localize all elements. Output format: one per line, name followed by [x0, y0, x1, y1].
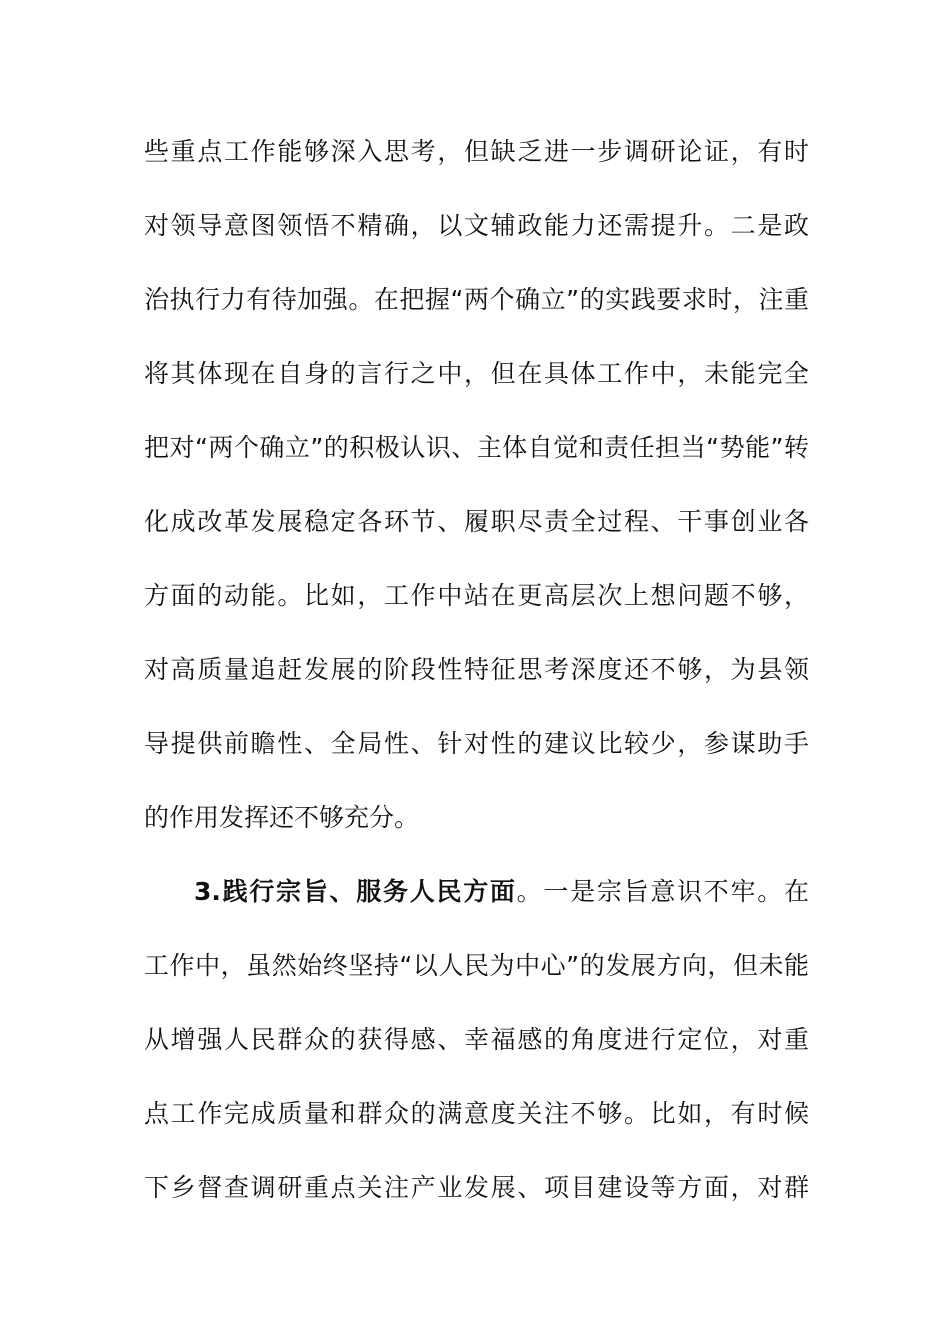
section-3-line-1: 工作中，虽然始终坚持“以人民为中心”的发展方向，但未能 [144, 951, 809, 980]
section-3-line-3: 点工作完成质量和群众的满意度关注不够。比如，有时候 [144, 1099, 809, 1128]
paragraph-line-7: 方面的动能。比如，工作中站在更高层次上想问题不够， [144, 581, 809, 610]
section-3-line-2: 从增强人民群众的获得感、幸福感的角度进行定位，对重 [144, 1025, 809, 1054]
paragraph-line-2: 对领导意图领悟不精确，以文辅政能力还需提升。二是政 [144, 211, 809, 240]
paragraph-line-1: 些重点工作能够深入思考，但缺乏进一步调研论证，有时 [144, 137, 809, 166]
section-3-first-line [194, 877, 809, 907]
paragraph-line-9: 导提供前瞻性、全局性、针对性的建议比较少，参谋助手 [144, 729, 809, 758]
paragraph-line-6: 化成改革发展稳定各环节、履职尽责全过程、干事创业各 [144, 507, 809, 536]
section-3-heading: 3.践行宗旨、服务人民方面 [194, 877, 517, 906]
section-3-heading-rest: 。一是宗旨意识不牢。在 [516, 877, 809, 906]
section-3-line-4: 下乡督查调研重点关注产业发展、项目建设等方面，对群 [144, 1173, 809, 1202]
paragraph-line-8: 对高质量追赶发展的阶段性特征思考深度还不够，为县领 [144, 655, 809, 684]
paragraph-line-5: 把对“两个确立”的积极认识、主体自觉和责任担当“势能”转 [144, 433, 809, 462]
paragraph-line-10: 的作用发挥还不够充分。 [144, 803, 420, 832]
paragraph-line-3: 治执行力有待加强。在把握“两个确立”的实践要求时，注重 [144, 285, 809, 314]
paragraph-line-4: 将其体现在自身的言行之中，但在具体工作中，未能完全 [144, 359, 809, 388]
